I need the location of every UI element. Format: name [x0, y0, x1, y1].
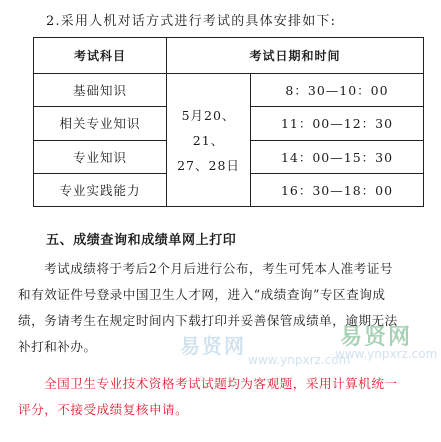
date-line: 5月20、21、 [181, 107, 236, 148]
watermark-text: 易贤网 [340, 325, 413, 350]
body-paragraph [18, 256, 422, 360]
table-row [34, 74, 424, 107]
date-cell [167, 74, 251, 207]
time-cell: 11：00—12：30 [251, 107, 424, 140]
red-note [18, 371, 422, 423]
paragraph-line: 考试成绩将于考后2个月后进行公布，考生可凭本人准考证号 [44, 261, 393, 276]
table-header-row [34, 38, 424, 74]
note-line: 评分，不接受成绩复核申请。 [18, 402, 189, 417]
subject-cell: 专业实践能力 [34, 173, 167, 206]
time-cell: 8：30—10：00 [251, 74, 424, 107]
subject-cell: 专业知识 [34, 140, 167, 173]
time-cell: 16：30—18：00 [251, 173, 424, 206]
note-line: 全国卫生专业技术资格考试试题均为客观题，采用计算机统一 [44, 376, 398, 391]
watermark-text: 易贤网 [180, 334, 246, 358]
exam-schedule-table [33, 37, 424, 207]
watermark-url: www.ynpxrz.com [248, 353, 351, 367]
subject-cell: 基础知识 [34, 74, 167, 107]
header-subject: 考试科目 [34, 38, 167, 74]
paragraph-line: 和有效证件号登录中国卫生人才网，进入“成绩查询”专区查询成 [18, 287, 386, 302]
intro-heading: 2.采用人机对话方式进行考试的具体安排如下: [46, 14, 337, 29]
watermark-url: www.ynpxrz.com [335, 347, 438, 361]
date-line: 27、28日 [177, 157, 240, 173]
paragraph-line: 补打和补办。 [18, 339, 97, 354]
time-cell: 14：00—15：30 [251, 140, 424, 173]
header-datetime: 考试日期和时间 [167, 38, 424, 74]
paragraph-line: 绩，务请考生在规定时间内下载打印并妥善保管成绩单，逾期无法 [18, 313, 398, 328]
subject-cell: 相关专业知识 [34, 107, 167, 140]
section-title: 五、成绩查询和成绩单网上打印 [46, 233, 237, 248]
